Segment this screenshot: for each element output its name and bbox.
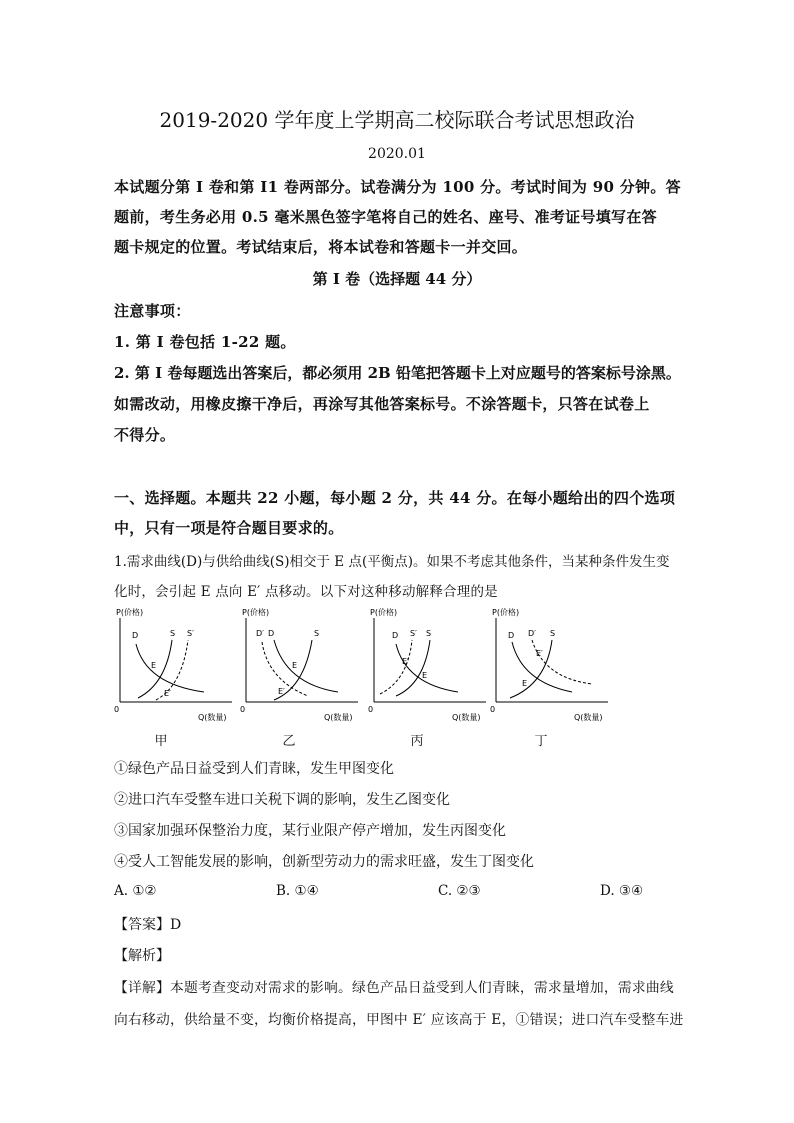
svg-text:0: 0 <box>240 705 246 714</box>
detail-line-2: 向右移动，供给量不变，均衡价格提高，甲图中 E′ 应该高于 E，①错误；进口汽车受整车进 <box>114 1012 684 1028</box>
svg-text:D: D <box>508 631 515 640</box>
note-line-4: 不得分。 <box>114 426 176 444</box>
note-line-2: 2. 第 I 卷每题选出答案后，都必须用 2B 铅笔把答题卡上对应题号的答案标号涂黑。 <box>114 364 681 382</box>
svg-text:D: D <box>132 631 139 640</box>
caption-jia: 甲 <box>154 734 168 749</box>
intro-line-1: 本试题分第 I 卷和第 I1 卷两部分。试卷满分为 100 分。考试时间为 90 分钟。答 <box>114 178 681 196</box>
svg-text:E′: E′ <box>402 657 409 666</box>
caption-yi: 乙 <box>282 734 296 749</box>
svg-text:0: 0 <box>368 705 374 714</box>
graph-ding <box>488 606 612 724</box>
svg-text:0: 0 <box>490 705 496 714</box>
part-heading-line-1: 一、选择题。本题共 22 小题，每小题 2 分，共 44 分。在每小题给出的四个选项 <box>114 489 676 507</box>
caption-bing: 丙 <box>410 734 424 749</box>
section-title: 第 I 卷（选择题 44 分） <box>312 270 482 288</box>
question-line-2: 化时，会引起 E 点向 E′ 点移动。以下对这种移动解释合理的是 <box>114 584 498 600</box>
svg-text:Q(数量): Q(数量) <box>574 713 603 722</box>
analysis-label: 【解析】 <box>114 948 170 964</box>
svg-text:E: E <box>522 679 528 688</box>
option-1: ①绿色产品日益受到人们青睐，发生甲图变化 <box>114 761 394 777</box>
svg-text:Q(数量): Q(数量) <box>324 713 353 722</box>
option-3: ③国家加强环保整治力度，某行业限产停产增加，发生丙图变化 <box>114 823 506 839</box>
svg-text:D′: D′ <box>528 629 536 638</box>
svg-text:E′: E′ <box>278 687 285 696</box>
answer-value: D <box>170 917 182 933</box>
option-2: ②进口汽车受整车进口关税下调的影响，发生乙图变化 <box>114 792 450 808</box>
svg-text:E: E <box>151 661 157 670</box>
graph-bing <box>366 606 490 724</box>
svg-text:P(价格): P(价格) <box>492 608 520 617</box>
graph-jia <box>112 606 236 724</box>
choice-d: D. ③④ <box>600 883 644 899</box>
p-axis-label: P(价格) <box>116 608 144 617</box>
q-axis-label: Q(数量) <box>198 713 227 722</box>
svg-text:D: D <box>392 631 399 640</box>
exam-title: 2019-2020 学年度上学期高二校际联合考试思想政治 <box>159 108 635 132</box>
question-line-1: 1.需求曲线(D)与供给曲线(S)相交于 E 点(平衡点)。如果不考虑其他条件，当某种条件发生变 <box>114 554 670 570</box>
svg-text:E′: E′ <box>536 649 543 658</box>
svg-text:E: E <box>292 661 298 670</box>
choice-c: C. ②③ <box>438 883 481 899</box>
note-line-3: 如需改动，用橡皮擦干净后，再涂写其他答案标号。不涂答题卡，只答在试卷上 <box>114 395 650 413</box>
answer-row <box>114 914 181 934</box>
svg-text:Q(数量): Q(数量) <box>452 713 481 722</box>
svg-text:P(价格): P(价格) <box>242 608 270 617</box>
note-line-1: 1. 第 I 卷包括 1-22 题。 <box>114 333 296 351</box>
svg-text:E′: E′ <box>164 689 171 698</box>
intro-line-2: 题前，考生务必用 0.5 毫米黑色签字笔将自己的姓名、座号、准考证号填写在答 <box>114 208 657 226</box>
svg-text:S: S <box>426 629 432 638</box>
detail-line-1: 【详解】本题考查变动对需求的影响。绿色产品日益受到人们青睐，需求量增加，需求曲线 <box>114 980 674 996</box>
svg-text:P(价格): P(价格) <box>370 608 398 617</box>
choice-b: B. ①④ <box>276 883 319 899</box>
svg-text:D: D <box>268 629 275 638</box>
notes-heading: 注意事项： <box>114 302 191 320</box>
choice-a: A. ①② <box>114 883 157 899</box>
svg-text:S: S <box>314 629 320 638</box>
graph-yi <box>238 606 362 724</box>
svg-text:E: E <box>422 671 428 680</box>
origin-label: 0 <box>114 705 120 714</box>
svg-text:S: S <box>550 629 556 638</box>
svg-text:S′: S′ <box>187 629 194 638</box>
svg-text:S′: S′ <box>410 629 417 638</box>
caption-ding: 丁 <box>534 734 548 749</box>
option-4: ④受人工智能发展的影响，创新型劳动力的需求旺盛，发生丁图变化 <box>114 854 534 870</box>
exam-date: 2020.01 <box>368 146 426 162</box>
intro-line-3: 题卡规定的位置。考试结束后，将本试卷和答题卡一并交回。 <box>114 238 528 256</box>
svg-text:D′: D′ <box>256 629 264 638</box>
part-heading-line-2: 中，只有一项是符合题目要求的。 <box>114 519 344 537</box>
svg-text:S: S <box>170 629 176 638</box>
answer-label: 【答案】 <box>114 917 170 933</box>
